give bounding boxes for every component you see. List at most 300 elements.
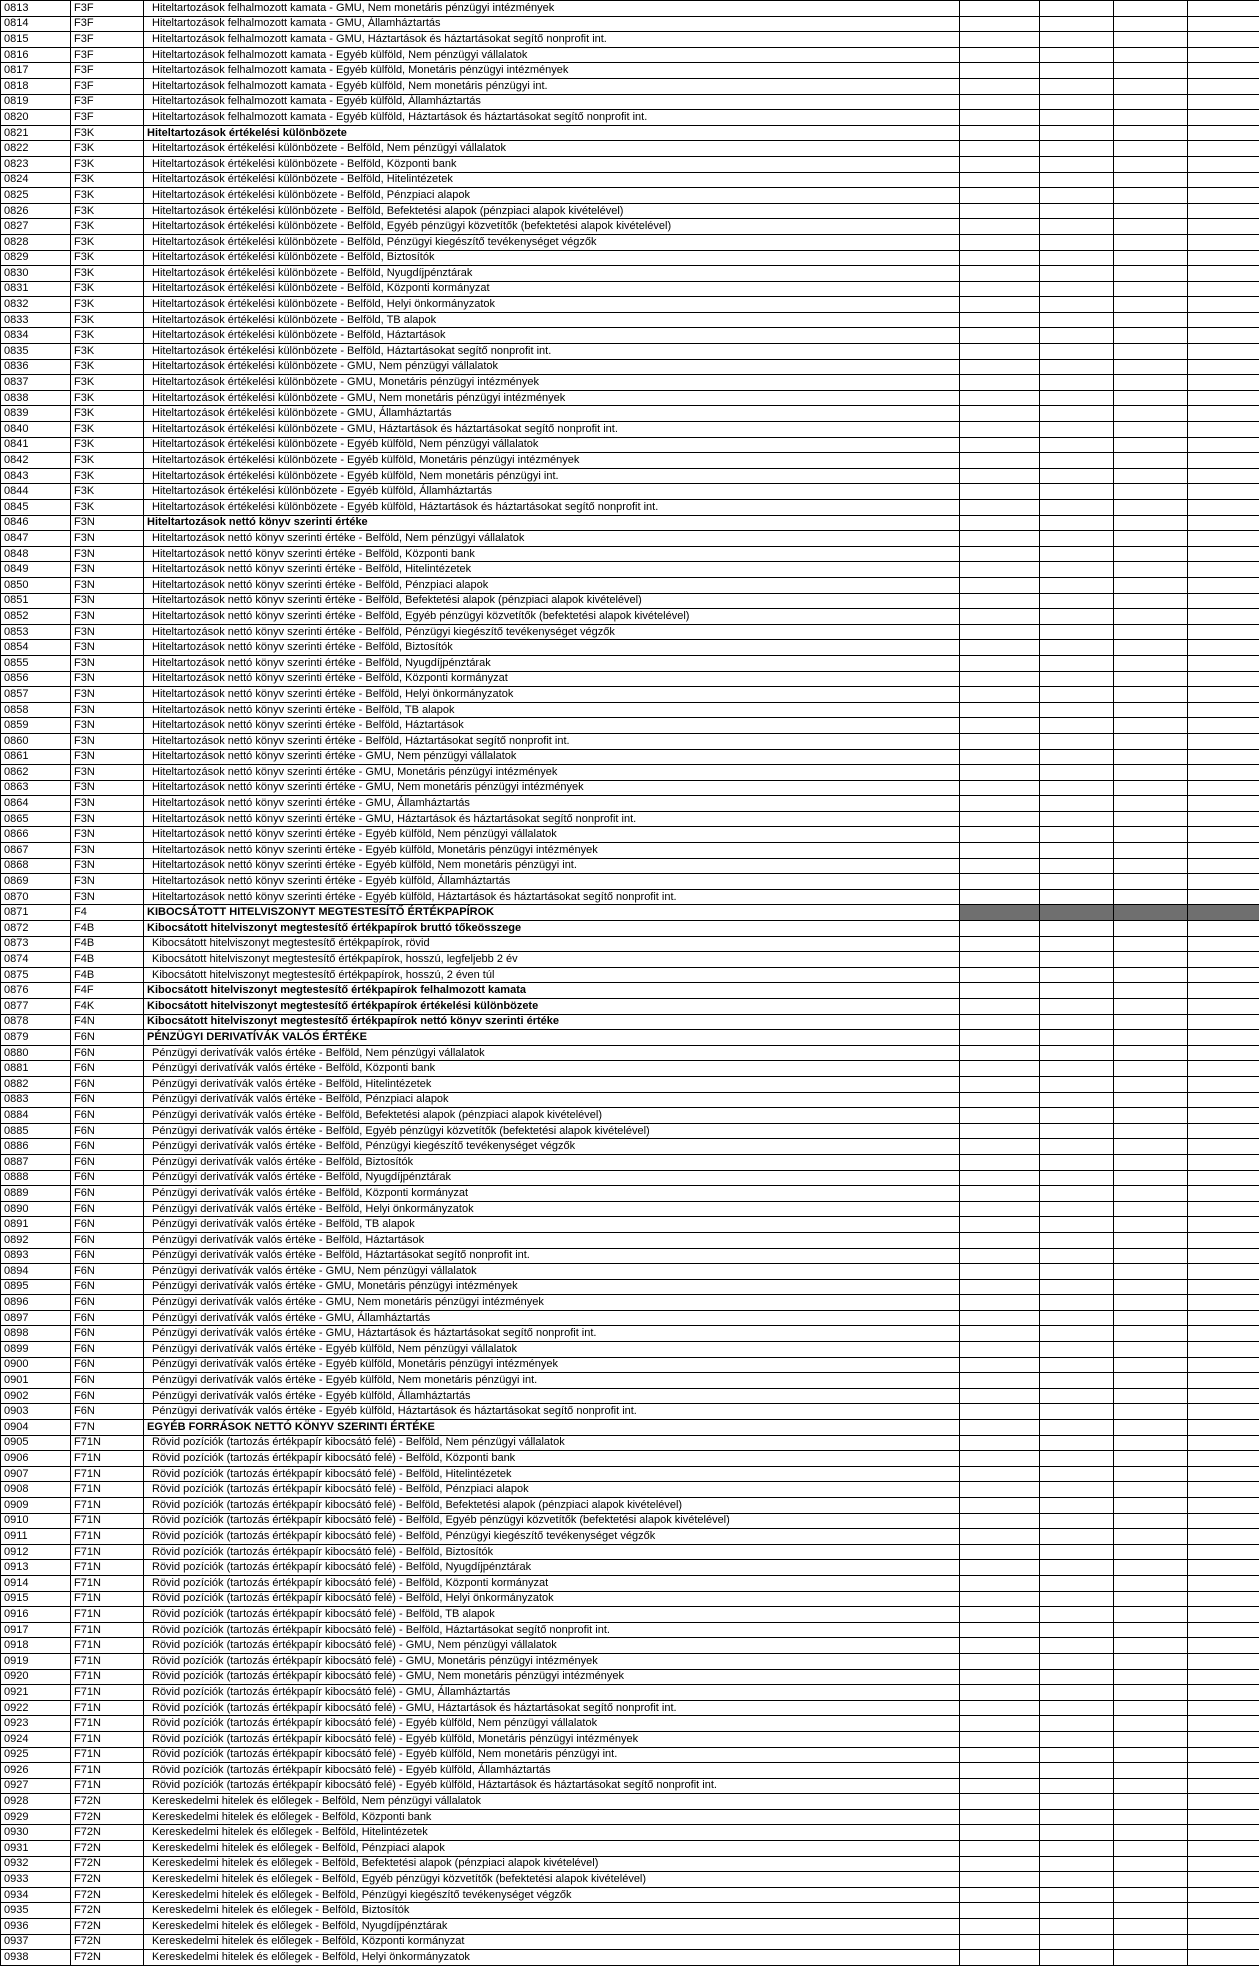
- value-cell[interactable]: [960, 843, 1040, 859]
- value-cell[interactable]: [1188, 1903, 1259, 1919]
- value-cell[interactable]: [960, 1388, 1040, 1404]
- value-cell[interactable]: [960, 936, 1040, 952]
- value-cell[interactable]: [960, 702, 1040, 718]
- value-cell[interactable]: [960, 967, 1040, 983]
- value-cell[interactable]: [1114, 1778, 1188, 1794]
- value-cell[interactable]: [1040, 967, 1114, 983]
- value-cell[interactable]: [1114, 874, 1188, 890]
- value-cell[interactable]: [1188, 811, 1259, 827]
- value-cell[interactable]: [1114, 546, 1188, 562]
- value-cell[interactable]: [1188, 671, 1259, 687]
- value-cell[interactable]: [1188, 1420, 1259, 1436]
- value-cell[interactable]: [1114, 156, 1188, 172]
- value-cell[interactable]: [1114, 936, 1188, 952]
- value-cell[interactable]: [1188, 1622, 1259, 1638]
- value-cell[interactable]: [1188, 1373, 1259, 1389]
- value-cell[interactable]: [1188, 749, 1259, 765]
- value-cell[interactable]: [1114, 1326, 1188, 1342]
- value-cell[interactable]: [1188, 375, 1259, 391]
- value-cell[interactable]: [1114, 624, 1188, 640]
- value-cell[interactable]: [1188, 1404, 1259, 1420]
- value-cell[interactable]: [1040, 1498, 1114, 1514]
- value-cell[interactable]: [1188, 78, 1259, 94]
- value-cell[interactable]: [1114, 671, 1188, 687]
- value-cell[interactable]: [1040, 110, 1114, 126]
- value-cell[interactable]: [960, 390, 1040, 406]
- value-cell[interactable]: [1114, 1279, 1188, 1295]
- value-cell[interactable]: [1040, 1934, 1114, 1950]
- value-cell[interactable]: [1188, 905, 1259, 921]
- value-cell[interactable]: [960, 811, 1040, 827]
- value-cell[interactable]: [1040, 422, 1114, 438]
- value-cell[interactable]: [1040, 219, 1114, 235]
- value-cell[interactable]: [1040, 328, 1114, 344]
- value-cell[interactable]: [960, 359, 1040, 375]
- value-cell[interactable]: [960, 531, 1040, 547]
- value-cell[interactable]: [1040, 671, 1114, 687]
- value-cell[interactable]: [960, 983, 1040, 999]
- value-cell[interactable]: [1114, 1841, 1188, 1857]
- value-cell[interactable]: [1040, 1700, 1114, 1716]
- value-cell[interactable]: [1040, 1123, 1114, 1139]
- value-cell[interactable]: [1188, 1778, 1259, 1794]
- value-cell[interactable]: [960, 78, 1040, 94]
- value-cell[interactable]: [1188, 1014, 1259, 1030]
- value-cell[interactable]: [960, 921, 1040, 937]
- value-cell[interactable]: [960, 1544, 1040, 1560]
- value-cell[interactable]: [1040, 1903, 1114, 1919]
- value-cell[interactable]: [1114, 702, 1188, 718]
- value-cell[interactable]: [960, 1310, 1040, 1326]
- value-cell[interactable]: [960, 1466, 1040, 1482]
- value-cell[interactable]: [1188, 484, 1259, 500]
- value-cell[interactable]: [960, 344, 1040, 360]
- value-cell[interactable]: [1114, 375, 1188, 391]
- value-cell[interactable]: [1040, 1529, 1114, 1545]
- value-cell[interactable]: [1040, 889, 1114, 905]
- value-cell[interactable]: [1114, 1482, 1188, 1498]
- value-cell[interactable]: [1040, 1420, 1114, 1436]
- value-cell[interactable]: [1188, 718, 1259, 734]
- value-cell[interactable]: [1114, 1653, 1188, 1669]
- value-cell[interactable]: [1040, 1061, 1114, 1077]
- value-cell[interactable]: [1188, 562, 1259, 578]
- value-cell[interactable]: [1114, 234, 1188, 250]
- value-cell[interactable]: [960, 1669, 1040, 1685]
- value-cell[interactable]: [1114, 1357, 1188, 1373]
- value-cell[interactable]: [1040, 1841, 1114, 1857]
- value-cell[interactable]: [960, 1295, 1040, 1311]
- value-cell[interactable]: [1040, 999, 1114, 1015]
- value-cell[interactable]: [1188, 110, 1259, 126]
- value-cell[interactable]: [1114, 765, 1188, 781]
- value-cell[interactable]: [1114, 515, 1188, 531]
- value-cell[interactable]: [960, 1607, 1040, 1623]
- value-cell[interactable]: [1114, 843, 1188, 859]
- value-cell[interactable]: [960, 1030, 1040, 1046]
- value-cell[interactable]: [1040, 1685, 1114, 1701]
- value-cell[interactable]: [960, 1373, 1040, 1389]
- value-cell[interactable]: [1188, 1279, 1259, 1295]
- value-cell[interactable]: [1188, 1108, 1259, 1124]
- value-cell[interactable]: [1188, 453, 1259, 469]
- value-cell[interactable]: [1188, 1092, 1259, 1108]
- value-cell[interactable]: [1188, 47, 1259, 63]
- value-cell[interactable]: [1114, 1217, 1188, 1233]
- value-cell[interactable]: [1040, 577, 1114, 593]
- value-cell[interactable]: [1114, 827, 1188, 843]
- value-cell[interactable]: [960, 718, 1040, 734]
- value-cell[interactable]: [1114, 1466, 1188, 1482]
- value-cell[interactable]: [960, 796, 1040, 812]
- value-cell[interactable]: [1188, 733, 1259, 749]
- value-cell[interactable]: [1188, 1513, 1259, 1529]
- value-cell[interactable]: [960, 1685, 1040, 1701]
- value-cell[interactable]: [1188, 1529, 1259, 1545]
- value-cell[interactable]: [1188, 1201, 1259, 1217]
- value-cell[interactable]: [1040, 1373, 1114, 1389]
- value-cell[interactable]: [1114, 733, 1188, 749]
- value-cell[interactable]: [960, 1653, 1040, 1669]
- value-cell[interactable]: [1188, 1186, 1259, 1202]
- value-cell[interactable]: [1188, 1544, 1259, 1560]
- value-cell[interactable]: [1040, 1357, 1114, 1373]
- value-cell[interactable]: [1188, 63, 1259, 79]
- value-cell[interactable]: [1114, 1170, 1188, 1186]
- value-cell[interactable]: [1188, 983, 1259, 999]
- value-cell[interactable]: [1040, 141, 1114, 157]
- value-cell[interactable]: [960, 156, 1040, 172]
- value-cell[interactable]: [1040, 1513, 1114, 1529]
- value-cell[interactable]: [960, 375, 1040, 391]
- value-cell[interactable]: [960, 1903, 1040, 1919]
- value-cell[interactable]: [1114, 1232, 1188, 1248]
- value-cell[interactable]: [1114, 577, 1188, 593]
- value-cell[interactable]: [1114, 983, 1188, 999]
- value-cell[interactable]: [1040, 1669, 1114, 1685]
- value-cell[interactable]: [1040, 406, 1114, 422]
- value-cell[interactable]: [1114, 203, 1188, 219]
- value-cell[interactable]: [1188, 1919, 1259, 1935]
- value-cell[interactable]: [960, 1700, 1040, 1716]
- value-cell[interactable]: [1188, 1, 1259, 17]
- value-cell[interactable]: [960, 1934, 1040, 1950]
- value-cell[interactable]: [1040, 702, 1114, 718]
- value-cell[interactable]: [1188, 1794, 1259, 1810]
- value-cell[interactable]: [1188, 1030, 1259, 1046]
- value-cell[interactable]: [1040, 375, 1114, 391]
- value-cell[interactable]: [1188, 702, 1259, 718]
- value-cell[interactable]: [1040, 344, 1114, 360]
- value-cell[interactable]: [1114, 1092, 1188, 1108]
- value-cell[interactable]: [1188, 1934, 1259, 1950]
- value-cell[interactable]: [1040, 484, 1114, 500]
- value-cell[interactable]: [1040, 983, 1114, 999]
- value-cell[interactable]: [1040, 1279, 1114, 1295]
- value-cell[interactable]: [1188, 1731, 1259, 1747]
- value-cell[interactable]: [1114, 1248, 1188, 1264]
- value-cell[interactable]: [1114, 687, 1188, 703]
- value-cell[interactable]: [1114, 1685, 1188, 1701]
- value-cell[interactable]: [1040, 874, 1114, 890]
- value-cell[interactable]: [1114, 1388, 1188, 1404]
- value-cell[interactable]: [1040, 952, 1114, 968]
- value-cell[interactable]: [1114, 1575, 1188, 1591]
- value-cell[interactable]: [1040, 1451, 1114, 1467]
- value-cell[interactable]: [1040, 1716, 1114, 1732]
- value-cell[interactable]: [1188, 546, 1259, 562]
- value-cell[interactable]: [1188, 390, 1259, 406]
- value-cell[interactable]: [960, 1279, 1040, 1295]
- value-cell[interactable]: [1114, 1513, 1188, 1529]
- value-cell[interactable]: [1114, 967, 1188, 983]
- value-cell[interactable]: [960, 1092, 1040, 1108]
- value-cell[interactable]: [960, 655, 1040, 671]
- value-cell[interactable]: [1040, 1560, 1114, 1576]
- value-cell[interactable]: [960, 1794, 1040, 1810]
- value-cell[interactable]: [1040, 1170, 1114, 1186]
- value-cell[interactable]: [1114, 1887, 1188, 1903]
- value-cell[interactable]: [1188, 188, 1259, 204]
- value-cell[interactable]: [1188, 1575, 1259, 1591]
- value-cell[interactable]: [1040, 1747, 1114, 1763]
- value-cell[interactable]: [1114, 1638, 1188, 1654]
- value-cell[interactable]: [960, 1560, 1040, 1576]
- value-cell[interactable]: [1114, 1076, 1188, 1092]
- value-cell[interactable]: [1114, 749, 1188, 765]
- value-cell[interactable]: [1040, 390, 1114, 406]
- value-cell[interactable]: [1114, 422, 1188, 438]
- value-cell[interactable]: [960, 1217, 1040, 1233]
- value-cell[interactable]: [960, 1061, 1040, 1077]
- value-cell[interactable]: [1188, 172, 1259, 188]
- value-cell[interactable]: [1114, 562, 1188, 578]
- value-cell[interactable]: [1040, 531, 1114, 547]
- value-cell[interactable]: [1040, 172, 1114, 188]
- value-cell[interactable]: [1040, 1763, 1114, 1779]
- value-cell[interactable]: [1040, 827, 1114, 843]
- value-cell[interactable]: [1040, 1076, 1114, 1092]
- value-cell[interactable]: [1114, 297, 1188, 313]
- value-cell[interactable]: [960, 94, 1040, 110]
- value-cell[interactable]: [1040, 437, 1114, 453]
- value-cell[interactable]: [1040, 921, 1114, 937]
- value-cell[interactable]: [1114, 1342, 1188, 1358]
- value-cell[interactable]: [960, 312, 1040, 328]
- value-cell[interactable]: [1040, 63, 1114, 79]
- value-cell[interactable]: [960, 749, 1040, 765]
- value-cell[interactable]: [1040, 1154, 1114, 1170]
- value-cell[interactable]: [1188, 1700, 1259, 1716]
- value-cell[interactable]: [1188, 1342, 1259, 1358]
- value-cell[interactable]: [960, 1435, 1040, 1451]
- value-cell[interactable]: [1040, 266, 1114, 282]
- value-cell[interactable]: [1188, 593, 1259, 609]
- value-cell[interactable]: [960, 1076, 1040, 1092]
- value-cell[interactable]: [1114, 390, 1188, 406]
- value-cell[interactable]: [1114, 921, 1188, 937]
- value-cell[interactable]: [1040, 1342, 1114, 1358]
- value-cell[interactable]: [1188, 1170, 1259, 1186]
- value-cell[interactable]: [960, 874, 1040, 890]
- value-cell[interactable]: [960, 1498, 1040, 1514]
- value-cell[interactable]: [1040, 843, 1114, 859]
- value-cell[interactable]: [1114, 531, 1188, 547]
- value-cell[interactable]: [1040, 936, 1114, 952]
- value-cell[interactable]: [1040, 156, 1114, 172]
- value-cell[interactable]: [960, 1825, 1040, 1841]
- value-cell[interactable]: [1114, 16, 1188, 32]
- value-cell[interactable]: [1188, 1123, 1259, 1139]
- value-cell[interactable]: [1040, 811, 1114, 827]
- value-cell[interactable]: [960, 1763, 1040, 1779]
- value-cell[interactable]: [1114, 1373, 1188, 1389]
- value-cell[interactable]: [960, 1622, 1040, 1638]
- value-cell[interactable]: [960, 1841, 1040, 1857]
- value-cell[interactable]: [1040, 1622, 1114, 1638]
- value-cell[interactable]: [1188, 1950, 1259, 1966]
- value-cell[interactable]: [1040, 1139, 1114, 1155]
- value-cell[interactable]: [1114, 1201, 1188, 1217]
- value-cell[interactable]: [1114, 110, 1188, 126]
- value-cell[interactable]: [1114, 1498, 1188, 1514]
- value-cell[interactable]: [1188, 1232, 1259, 1248]
- value-cell[interactable]: [1188, 219, 1259, 235]
- value-cell[interactable]: [1188, 1685, 1259, 1701]
- value-cell[interactable]: [1188, 765, 1259, 781]
- value-cell[interactable]: [960, 484, 1040, 500]
- value-cell[interactable]: [1188, 94, 1259, 110]
- value-cell[interactable]: [1040, 593, 1114, 609]
- value-cell[interactable]: [1040, 78, 1114, 94]
- value-cell[interactable]: [1040, 297, 1114, 313]
- value-cell[interactable]: [1188, 967, 1259, 983]
- value-cell[interactable]: [1040, 1030, 1114, 1046]
- value-cell[interactable]: [1114, 1934, 1188, 1950]
- value-cell[interactable]: [1040, 1295, 1114, 1311]
- value-cell[interactable]: [1114, 1591, 1188, 1607]
- value-cell[interactable]: [1040, 250, 1114, 266]
- value-cell[interactable]: [1040, 546, 1114, 562]
- value-cell[interactable]: [1040, 905, 1114, 921]
- value-cell[interactable]: [1188, 515, 1259, 531]
- value-cell[interactable]: [1040, 359, 1114, 375]
- value-cell[interactable]: [1040, 32, 1114, 48]
- value-cell[interactable]: [1114, 952, 1188, 968]
- value-cell[interactable]: [1114, 63, 1188, 79]
- value-cell[interactable]: [1040, 500, 1114, 516]
- value-cell[interactable]: [1188, 1591, 1259, 1607]
- value-cell[interactable]: [1114, 1295, 1188, 1311]
- value-cell[interactable]: [1114, 1310, 1188, 1326]
- value-cell[interactable]: [1114, 1544, 1188, 1560]
- value-cell[interactable]: [1040, 1264, 1114, 1280]
- value-cell[interactable]: [1114, 999, 1188, 1015]
- value-cell[interactable]: [960, 1, 1040, 17]
- value-cell[interactable]: [960, 1186, 1040, 1202]
- value-cell[interactable]: [1114, 1264, 1188, 1280]
- value-cell[interactable]: [1040, 655, 1114, 671]
- value-cell[interactable]: [1040, 453, 1114, 469]
- value-cell[interactable]: [1114, 1061, 1188, 1077]
- value-cell[interactable]: [1114, 406, 1188, 422]
- value-cell[interactable]: [1188, 1326, 1259, 1342]
- value-cell[interactable]: [1188, 640, 1259, 656]
- value-cell[interactable]: [1040, 203, 1114, 219]
- value-cell[interactable]: [960, 1014, 1040, 1030]
- value-cell[interactable]: [960, 1887, 1040, 1903]
- value-cell[interactable]: [1188, 328, 1259, 344]
- value-cell[interactable]: [1114, 1731, 1188, 1747]
- value-cell[interactable]: [1040, 858, 1114, 874]
- value-cell[interactable]: [1114, 266, 1188, 282]
- value-cell[interactable]: [1114, 593, 1188, 609]
- value-cell[interactable]: [1188, 1607, 1259, 1623]
- value-cell[interactable]: [1114, 1, 1188, 17]
- value-cell[interactable]: [1040, 281, 1114, 297]
- value-cell[interactable]: [1114, 858, 1188, 874]
- value-cell[interactable]: [1040, 1794, 1114, 1810]
- value-cell[interactable]: [1188, 1825, 1259, 1841]
- value-cell[interactable]: [1114, 1108, 1188, 1124]
- value-cell[interactable]: [1114, 1747, 1188, 1763]
- value-cell[interactable]: [1040, 733, 1114, 749]
- value-cell[interactable]: [960, 1139, 1040, 1155]
- value-cell[interactable]: [960, 687, 1040, 703]
- value-cell[interactable]: [960, 250, 1040, 266]
- value-cell[interactable]: [960, 234, 1040, 250]
- value-cell[interactable]: [1040, 16, 1114, 32]
- value-cell[interactable]: [1188, 609, 1259, 625]
- value-cell[interactable]: [960, 1201, 1040, 1217]
- value-cell[interactable]: [1040, 1919, 1114, 1935]
- value-cell[interactable]: [960, 1451, 1040, 1467]
- value-cell[interactable]: [1188, 1388, 1259, 1404]
- value-cell[interactable]: [1188, 1638, 1259, 1654]
- value-cell[interactable]: [1040, 94, 1114, 110]
- value-cell[interactable]: [1188, 1061, 1259, 1077]
- value-cell[interactable]: [960, 562, 1040, 578]
- value-cell[interactable]: [960, 406, 1040, 422]
- value-cell[interactable]: [960, 858, 1040, 874]
- value-cell[interactable]: [1040, 1232, 1114, 1248]
- value-cell[interactable]: [1188, 156, 1259, 172]
- value-cell[interactable]: [1040, 1217, 1114, 1233]
- value-cell[interactable]: [1188, 359, 1259, 375]
- value-cell[interactable]: [1188, 952, 1259, 968]
- value-cell[interactable]: [1188, 1841, 1259, 1857]
- value-cell[interactable]: [1114, 718, 1188, 734]
- value-cell[interactable]: [960, 437, 1040, 453]
- value-cell[interactable]: [1114, 905, 1188, 921]
- value-cell[interactable]: [1040, 796, 1114, 812]
- value-cell[interactable]: [1188, 889, 1259, 905]
- value-cell[interactable]: [1114, 1856, 1188, 1872]
- value-cell[interactable]: [1040, 640, 1114, 656]
- value-cell[interactable]: [1188, 1653, 1259, 1669]
- value-cell[interactable]: [1114, 1700, 1188, 1716]
- value-cell[interactable]: [960, 1420, 1040, 1436]
- value-cell[interactable]: [1188, 406, 1259, 422]
- value-cell[interactable]: [1114, 47, 1188, 63]
- value-cell[interactable]: [960, 500, 1040, 516]
- value-cell[interactable]: [1040, 188, 1114, 204]
- value-cell[interactable]: [1040, 1887, 1114, 1903]
- value-cell[interactable]: [1188, 125, 1259, 141]
- value-cell[interactable]: [1188, 1872, 1259, 1888]
- value-cell[interactable]: [1188, 1887, 1259, 1903]
- value-cell[interactable]: [1040, 1092, 1114, 1108]
